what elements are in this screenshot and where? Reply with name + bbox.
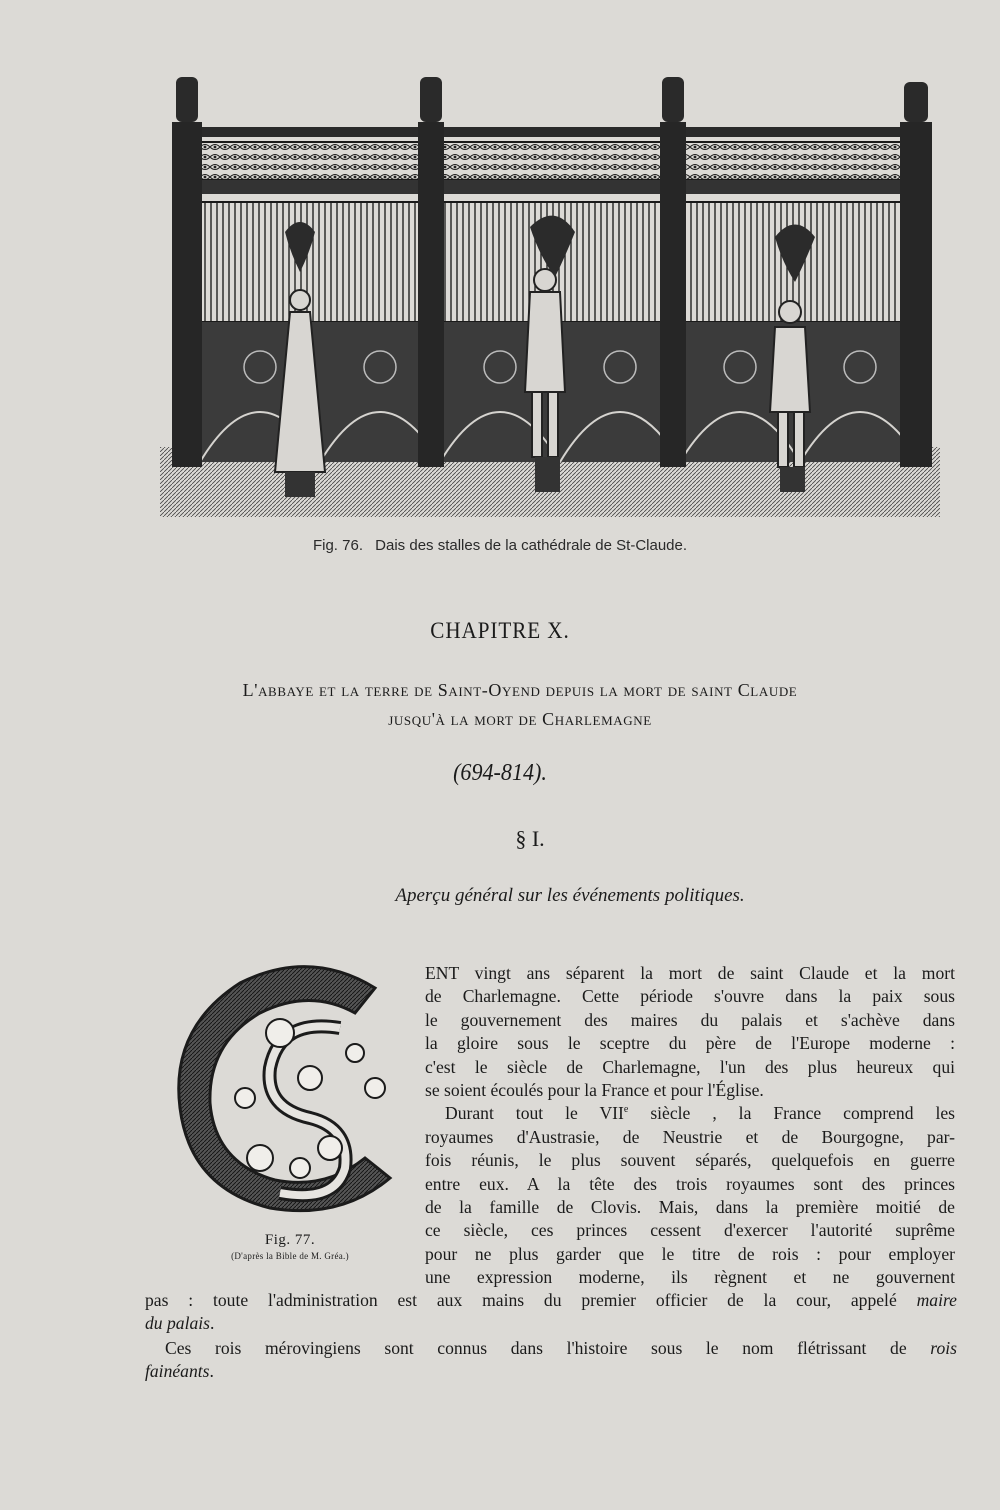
text-line: une expression moderne, ils règnent et ne gouvernent (425, 1267, 955, 1288)
text-line-with-superscript (425, 1102, 955, 1125)
figure-76-caption (0, 537, 1000, 554)
text-line: le gouvernement des maires du palais et s'achève dans (425, 1009, 955, 1030)
chapter-subtitle (150, 676, 890, 734)
chapter-subtitle-line-2: jusqu'à la mort de Charlemagne (388, 709, 652, 729)
figure-77-credit: (D'après la Bible de M. Gréa.) (231, 1251, 349, 1261)
emphasis: rois (930, 1338, 957, 1358)
ornamental-letter-c-illustration (160, 958, 418, 1216)
stall-canopy-illustration (160, 72, 940, 520)
figure-76-caption-text: Dais des stalles de la cathédrale de St-Claude. (375, 537, 688, 554)
section-number: § I. (515, 826, 545, 851)
emphasis: du palais (145, 1313, 211, 1334)
text-line: se soient écoulés pour la France et pour l'Église. (425, 1080, 764, 1101)
text-line: pour ne plus garder que le titre de rois : pour employer (425, 1243, 955, 1264)
text-fragment: siècle , la France comprend les (628, 1103, 955, 1124)
text-line-with-emphasis (145, 1337, 957, 1360)
figure-76-label: Fig. 76. (312, 537, 363, 554)
chapter-dates: (694-814). (453, 760, 547, 786)
text-line-with-emphasis (145, 1312, 957, 1335)
chapter-heading: CHAPITRE X. (430, 618, 570, 643)
text-fragment: Durant tout le VII (445, 1103, 624, 1124)
superscript: e (623, 1104, 629, 1116)
figure-77-caption (200, 1232, 380, 1261)
text-fragment: pas : toute l'administration est aux mains du premier officier de la cour, appelé (145, 1290, 897, 1310)
text-line: c'est le siècle de Charlemagne, l'un des plus heureux qui (425, 1056, 955, 1077)
text-fragment: . (210, 1313, 215, 1334)
text-line: fois réunis, le plus souvent séparés, quelquefois en guerre (425, 1150, 955, 1171)
text-fragment: Ces rois mérovingiens sont connus dans l'histoire sous le nom flétrissant de (165, 1338, 907, 1358)
paragraph-3 (145, 1337, 957, 1384)
emphasis: fainéants (145, 1361, 210, 1382)
decorated-initial-c (160, 958, 418, 1216)
text-line: entre eux. A la tête des trois royaumes sont des princes (425, 1173, 955, 1194)
paragraph-2-continuation (145, 1289, 957, 1336)
section-title: Aperçu général sur les événements politiques. (395, 885, 745, 906)
figure-76-engraving (160, 72, 940, 520)
text-line: ce siècle, ces princes cessent d'exercer l'autorité suprême (425, 1220, 955, 1241)
text-line: de la famille de Clovis. Mais, dans la première moitié de (425, 1197, 955, 1218)
text-line: de Charlemagne. Cette période s'ouvre dans la paix sous (425, 986, 955, 1007)
figure-77-label: Fig. 77. (264, 1232, 316, 1248)
chapter-subtitle-line-1: L'abbaye et la terre de Saint-Oyend depuis la mort de saint Claude (242, 680, 798, 700)
text-line: ENT vingt ans séparent la mort de saint Claude et la mort (425, 963, 955, 983)
text-fragment: . (209, 1361, 214, 1382)
emphasis: maire (916, 1290, 957, 1310)
paragraph-1 (425, 962, 955, 1290)
text-line-with-emphasis (145, 1289, 957, 1312)
text-line: royaumes d'Austrasie, de Neustrie et de Bourgogne, par- (425, 1126, 955, 1147)
text-line-with-emphasis (145, 1360, 957, 1383)
text-line: la gloire sous le sceptre du père de l'Europe moderne : (425, 1033, 955, 1054)
